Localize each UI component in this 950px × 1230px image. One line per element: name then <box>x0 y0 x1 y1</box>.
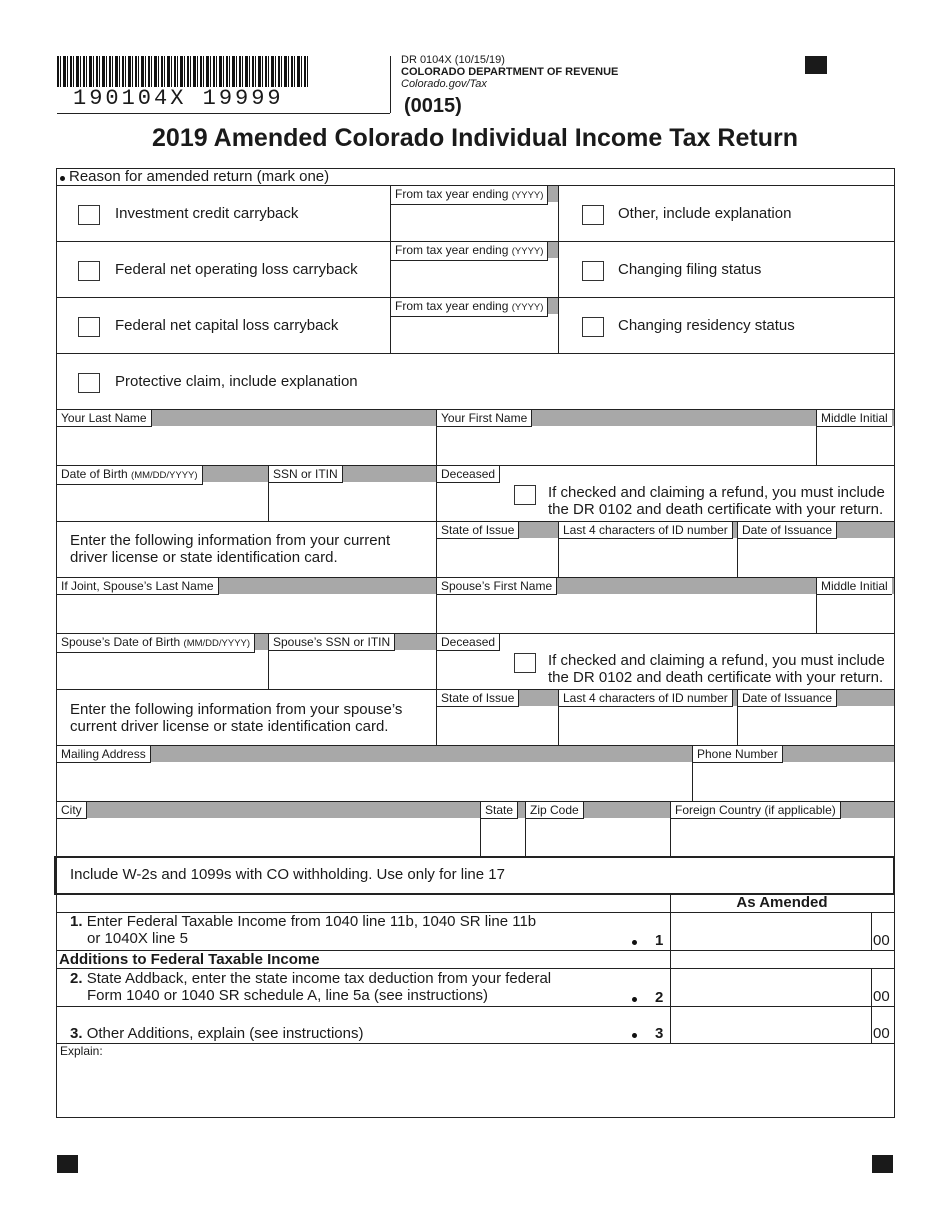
divider <box>390 56 391 113</box>
investment-credit-checkbox[interactable] <box>78 205 100 225</box>
spouse-dob-label: Spouse’s Date of Birth (MM/DD/YYYY) <box>57 634 255 653</box>
as-amended-heading: As Amended <box>736 894 828 911</box>
date-issuance-input[interactable] <box>741 541 891 575</box>
middle-initial-label: Middle Initial <box>816 410 892 427</box>
from-year-input-3[interactable] <box>391 317 557 352</box>
bullet-icon <box>632 940 637 945</box>
spouse-first-name-label: Spouse’s First Name <box>437 578 557 595</box>
line3-dollars-input[interactable] <box>674 1008 868 1041</box>
residency-status-label: Changing residency status <box>618 317 795 334</box>
mailing-address-label: Mailing Address <box>57 746 151 763</box>
dob-label: Date of Birth (MM/DD/YYYY) <box>57 466 203 485</box>
last-name-input[interactable] <box>60 430 432 463</box>
city-label: City <box>57 802 87 819</box>
registration-mark <box>872 1155 893 1173</box>
from-year-label-3: From tax year ending (YYYY) <box>391 298 548 317</box>
zip-input[interactable] <box>529 821 667 854</box>
bullet-icon <box>60 176 65 181</box>
line2-number: 2 <box>655 989 664 1006</box>
line3-text: 3. Other Additions, explain (see instructions) <box>70 1025 364 1042</box>
state-issue-input[interactable] <box>440 541 554 575</box>
barcode-number: 190104X 19999 <box>73 86 284 111</box>
protective-claim-checkbox[interactable] <box>78 373 100 393</box>
explain-label: Explain: <box>60 1044 103 1058</box>
investment-credit-label: Investment credit carryback <box>115 205 299 222</box>
last4-input[interactable] <box>562 541 734 575</box>
registration-mark <box>57 1155 78 1173</box>
spouse-last4-input[interactable] <box>562 709 734 743</box>
phone-label: Phone Number <box>693 746 783 763</box>
page-title: 2019 Amended Colorado Individual Income Tax Return <box>152 124 798 152</box>
spouse-deceased-label: Deceased <box>437 634 500 651</box>
bullet-icon <box>632 997 637 1002</box>
filing-status-checkbox[interactable] <box>582 261 604 281</box>
foreign-country-input[interactable] <box>674 821 891 854</box>
website: Colorado.gov/Tax <box>401 78 487 90</box>
middle-initial-input[interactable] <box>820 430 890 463</box>
reason-heading: Reason for amended return (mark one) <box>69 168 330 185</box>
line2-dollars-input[interactable] <box>674 970 868 1004</box>
city-input[interactable] <box>60 821 476 854</box>
spouse-middle-initial-label: Middle Initial <box>816 578 892 595</box>
other-label: Other, include explanation <box>618 205 792 222</box>
state-label: State <box>481 802 518 819</box>
spouse-dob-input[interactable] <box>60 653 265 687</box>
barcode <box>57 56 309 87</box>
id-instructions: Enter the following information from your current driver license or state identification card. <box>70 532 391 566</box>
line1-text: 1. Enter Federal Taxable Income from 1040 line 11b, 1040 SR line 11b or 1040X line 5 <box>70 913 537 947</box>
deceased-note: If checked and claiming a refund, you must include the DR 0102 and death certificate with your return. <box>548 484 885 518</box>
other-checkbox[interactable] <box>582 205 604 225</box>
line2-cents[interactable]: 00 <box>873 988 890 1005</box>
line1-number: 1 <box>655 932 664 949</box>
line1-dollars-input[interactable] <box>674 914 868 948</box>
foreign-country-label: Foreign Country (if applicable) <box>671 802 841 819</box>
explain-input[interactable] <box>60 1060 890 1113</box>
spouse-deceased-note: If checked and claiming a refund, you must include the DR 0102 and death certificate with your return. <box>548 652 885 686</box>
last-name-label: Your Last Name <box>57 410 152 427</box>
spouse-date-issuance-input[interactable] <box>741 709 891 743</box>
date-issuance-label: Date of Issuance <box>738 522 837 539</box>
from-year-input-2[interactable] <box>391 261 557 296</box>
last4-label: Last 4 characters of ID number <box>559 522 733 539</box>
line2-text: 2. State Addback, enter the state income tax deduction from your federal Form 1040 or 1040 SR schedule A, line 5a (see instructions) <box>70 970 552 1004</box>
protective-claim-label: Protective claim, include explanation <box>115 373 358 390</box>
department: COLORADO DEPARTMENT OF REVENUE <box>401 66 619 78</box>
first-name-label: Your First Name <box>437 410 532 427</box>
spouse-first-name-input[interactable] <box>440 598 812 631</box>
from-year-label-2: From tax year ending (YYYY) <box>391 242 548 261</box>
spouse-state-issue-input[interactable] <box>440 709 554 743</box>
line1-cents[interactable]: 00 <box>873 932 890 949</box>
deceased-checkbox[interactable] <box>514 485 536 505</box>
ssn-input[interactable] <box>272 485 432 519</box>
state-input[interactable] <box>484 821 522 854</box>
spouse-last-name-input[interactable] <box>60 598 432 631</box>
line3-number: 3 <box>655 1025 664 1042</box>
phone-input[interactable] <box>696 765 891 799</box>
spouse-ssn-input[interactable] <box>272 653 432 687</box>
spouse-deceased-checkbox[interactable] <box>514 653 536 673</box>
capital-loss-label: Federal net capital loss carryback <box>115 317 339 334</box>
additions-heading: Additions to Federal Taxable Income <box>59 951 320 968</box>
dob-input[interactable] <box>60 485 265 519</box>
filing-status-label: Changing filing status <box>618 261 762 278</box>
registration-mark <box>805 56 827 74</box>
form-id: DR 0104X (10/15/19) <box>401 54 505 66</box>
nol-checkbox[interactable] <box>78 261 100 281</box>
divider <box>57 113 390 114</box>
from-year-input-1[interactable] <box>391 205 557 240</box>
capital-loss-checkbox[interactable] <box>78 317 100 337</box>
spouse-date-issuance-label: Date of Issuance <box>738 690 837 707</box>
mailing-address-input[interactable] <box>60 765 688 799</box>
first-name-input[interactable] <box>440 430 812 463</box>
spouse-id-instructions: Enter the following information from your spouse’s current driver license or state identification card. <box>70 701 403 735</box>
residency-status-checkbox[interactable] <box>582 317 604 337</box>
ssn-label: SSN or ITIN <box>269 466 343 483</box>
spouse-last4-label: Last 4 characters of ID number <box>559 690 733 707</box>
spouse-middle-initial-input[interactable] <box>820 598 890 631</box>
from-year-label-1: From tax year ending (YYYY) <box>391 186 548 205</box>
zip-label: Zip Code <box>526 802 584 819</box>
nol-label: Federal net operating loss carryback <box>115 261 358 278</box>
deceased-label: Deceased <box>437 466 500 483</box>
spouse-ssn-label: Spouse’s SSN or ITIN <box>269 634 395 651</box>
bullet-icon <box>632 1033 637 1038</box>
spouse-state-issue-label: State of Issue <box>437 690 519 707</box>
state-issue-label: State of Issue <box>437 522 519 539</box>
w2-note: Include W-2s and 1099s with CO withholding. Use only for line 17 <box>70 866 505 883</box>
spouse-last-name-label: If Joint, Spouse’s Last Name <box>57 578 219 595</box>
form-code: (0015) <box>404 95 462 117</box>
line3-cents[interactable]: 00 <box>873 1025 890 1042</box>
